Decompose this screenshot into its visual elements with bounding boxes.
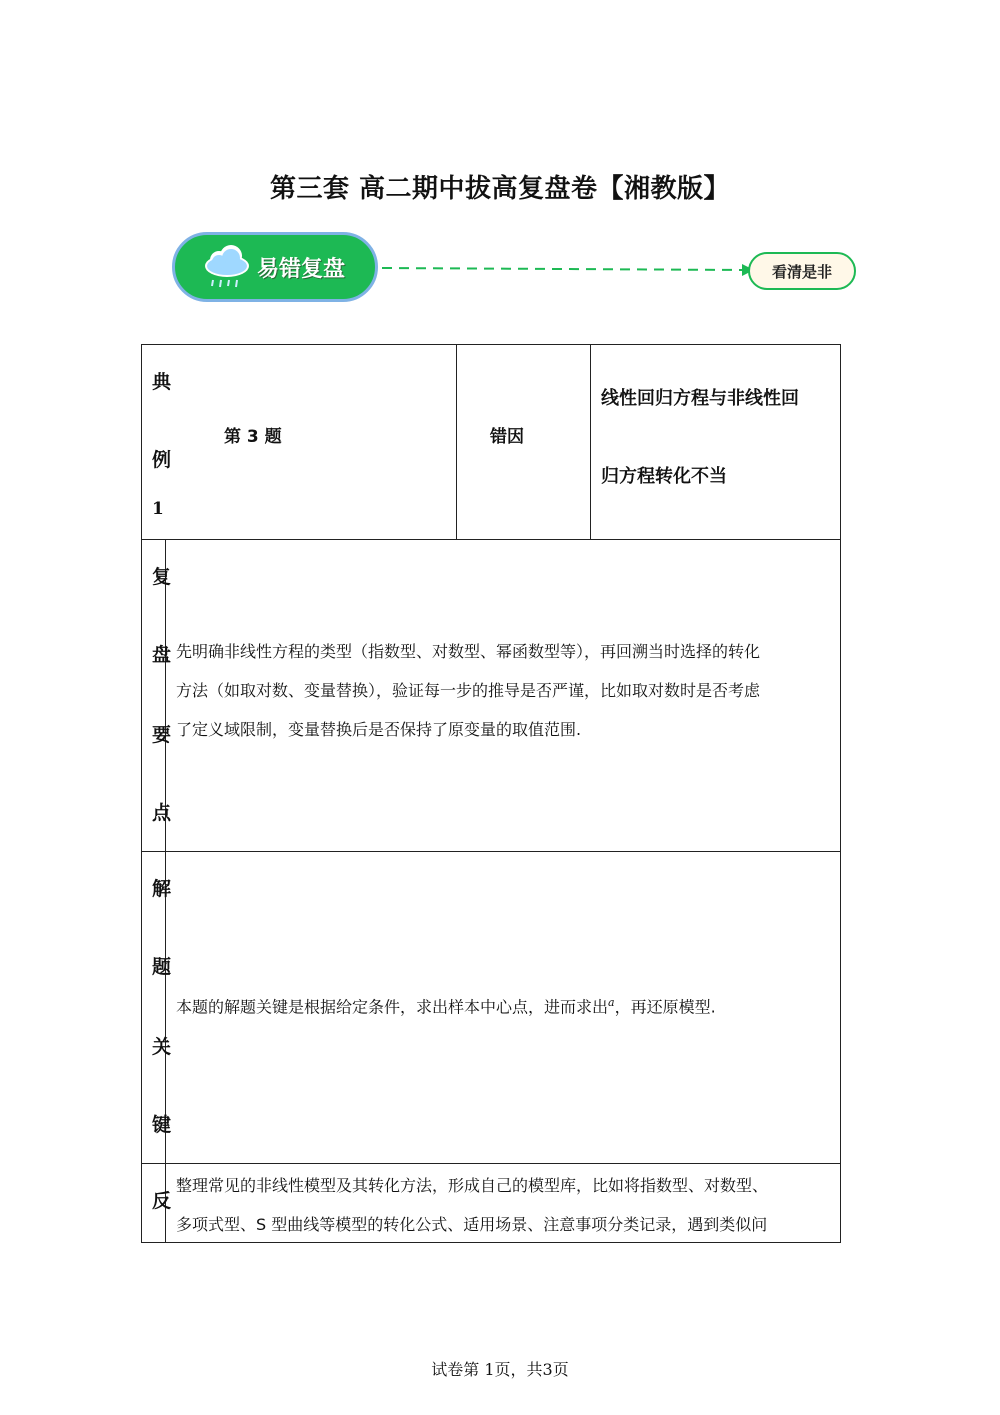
page-footer: 试卷第 1页，共3页 xyxy=(431,1360,569,1379)
row-side-label: 解 题 关 键 xyxy=(142,852,166,1163)
variable-a: a xyxy=(608,996,615,1009)
reflection-line-1: 整理常见的非线性模型及其转化方法，形成自己的模型库，比如将指数型、对数型、 xyxy=(176,1176,769,1195)
reason-line-2: 归方程转化不当 xyxy=(601,466,727,487)
table-row-example xyxy=(142,345,840,540)
reason-label: 错因 xyxy=(490,427,524,447)
row-side-label: 典 例 1 xyxy=(152,371,172,519)
reflection-line-2: 多项式型、S 型曲线等模型的转化公式、适用场景、注意事项分类记录，遇到类似问 xyxy=(176,1215,768,1234)
key-line: 本题的解题关键是根据给定条件，求出样本中心点，进而求出$^a$，再还原模型. xyxy=(176,996,716,1017)
review-line-2: 方法（如取对数、变量替换），验证每一步的推导是否严谨，比如取对数时是否考虑 xyxy=(176,681,761,700)
section-banner xyxy=(172,232,862,306)
review-line-1: 先明确非线性方程的类型（指数型、对数型、幂函数型等），再回溯当时选择的转化 xyxy=(176,642,761,661)
banner-label: 易错复盘 xyxy=(257,256,346,282)
table-row-reflection xyxy=(142,1164,840,1243)
banner-pill xyxy=(172,232,378,302)
table-row-key-points xyxy=(142,852,840,1164)
banner-tag: 看清是非 xyxy=(748,252,856,290)
table-row-review-points xyxy=(142,540,840,852)
review-table xyxy=(141,344,841,1243)
cloud-rain-icon xyxy=(201,244,253,290)
row-side-label: 复 盘 要 点 xyxy=(142,540,166,851)
row-side-label: 反 xyxy=(142,1164,166,1243)
review-line-3: 了定义域限制，变量替换后是否保持了原变量的取值范围. xyxy=(176,720,582,739)
dashed-arrow xyxy=(378,258,756,278)
question-number: 第 3 题 xyxy=(224,427,282,447)
reason-line-1: 线性回归方程与非线性回 xyxy=(601,388,799,409)
page-title: 第三套 高二期中拔高复盘卷【湘教版】 xyxy=(269,174,731,204)
